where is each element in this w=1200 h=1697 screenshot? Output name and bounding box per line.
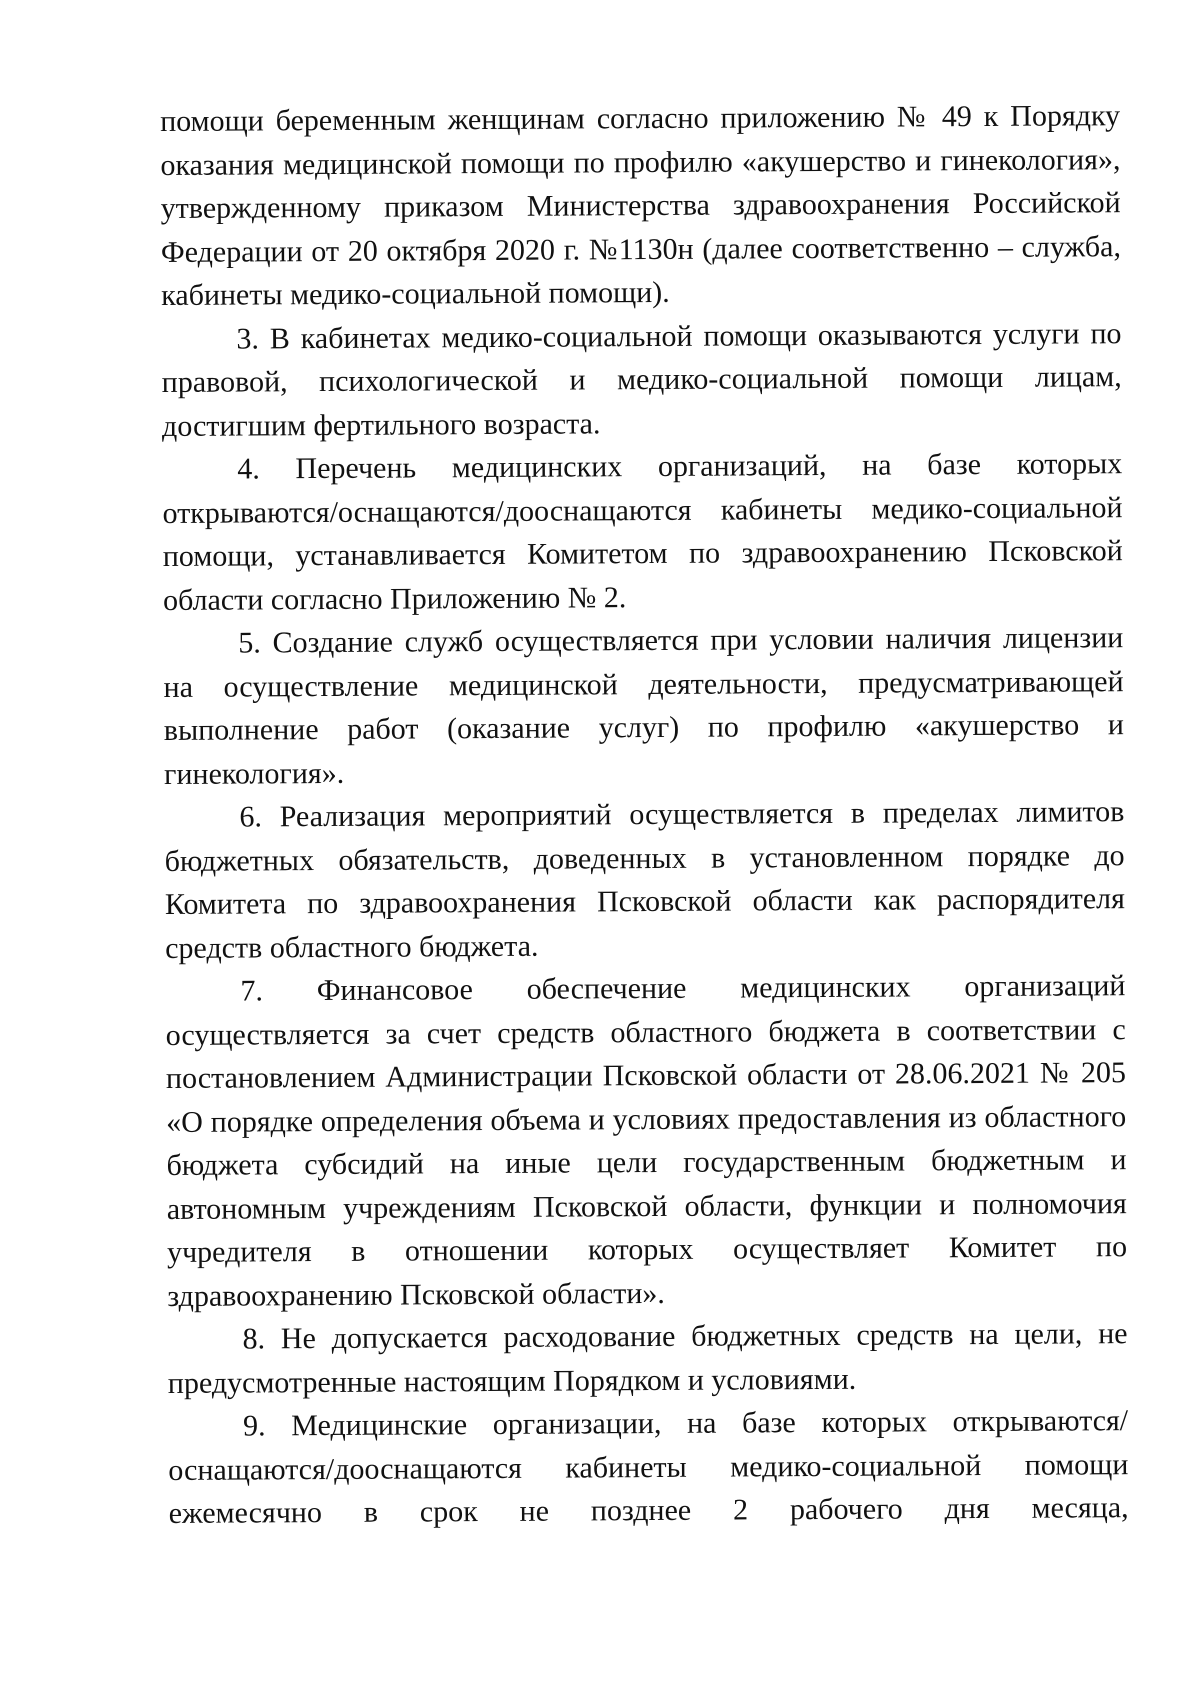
paragraph-9: 9. Медицинские организации, на базе которых открываются/оснащаются/дооснащаются кабинеты медико-социальной помощи ежемесячно в срок не позднее 2 рабочего дня месяца,: [168, 1404, 1129, 1530]
paragraph-8: 8. Не допускается расходование бюджетных средств на цели, не предусмотренные настоящим Порядком и условиями.: [167, 1317, 1128, 1400]
paragraph-7: 7. Финансовое обеспечение медицинских организаций осуществляется за счет средств областного бюджета в соответствии с постановлением Администрации Псковской области от 28.06.2021 № 205 «О порядке определения объема и условиях предоставления из областного бюджета субсидий на иные цели государственным бюджетным и автономным учреждениям Псковской области, функции и полномочия учредителя в отношении которых осуществляет Комитет по здравоохранению Псковской области».: [165, 969, 1128, 1313]
paragraph-5: 5. Создание служб осуществляется при условии наличия лицензии на осуществление медицинской деятельности, предусматривающей выполнение работ (оказание услуг) по профилю «акушерство и гинекология».: [163, 621, 1124, 791]
document-page: [160, 94, 1129, 1535]
paragraph-6: 6. Реализация мероприятий осуществляется в пределах лимитов бюджетных обязательств, доведенных в установленном порядке до Комитета по здравоохранения Псковской области как распорядителя средств областного бюджета.: [164, 795, 1125, 965]
paragraph-continuation: помощи беременным женщинам согласно приложению № 49 к Порядку оказания медицинской помощи по профилю «акушерство и гинекология», утвержденному приказом Министерства здравоохранения Российской Федерации от 20 октября 2020 г. №1130н (далее соответственно – служба, кабинеты медико-социальной помощи).: [160, 99, 1122, 312]
paragraph-4: 4. Перечень медицинских организаций, на базе которых открываются/оснащаются/дооснащаются кабинеты медико-социальной помощи, устанавливается Комитетом по здравоохранению Псковской области согласно Приложению № 2.: [162, 447, 1123, 617]
paragraph-3: 3. В кабинетах медико-социальной помощи оказываются услуги по правовой, психологической и медико-социальной помощи лицам, достигшим фертильного возраста.: [161, 316, 1122, 443]
